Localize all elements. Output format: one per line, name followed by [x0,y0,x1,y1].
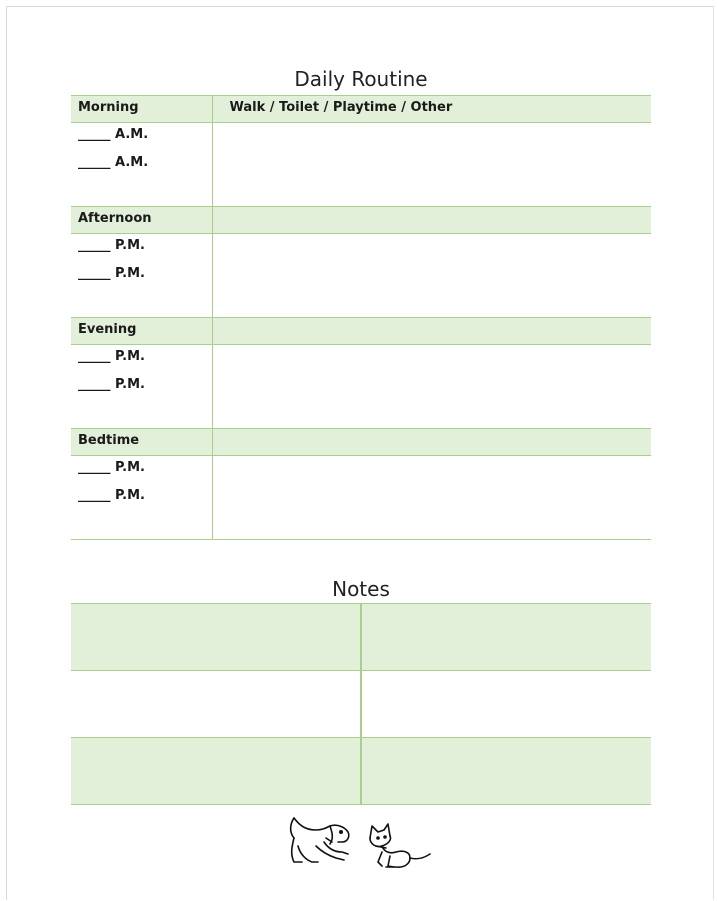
routine-header-afternoon [71,207,651,234]
time-cell [71,123,212,207]
notes-row [71,671,651,738]
activity-cell[interactable] [212,345,651,429]
notes-table [71,603,651,805]
time-slot[interactable]: _____ P.M. [78,488,145,503]
time-slot[interactable]: _____ A.M. [78,155,149,170]
time-cell [71,234,212,318]
routine-table [71,95,651,540]
routine-title: Daily Routine [294,67,428,91]
notes-cell[interactable] [71,738,361,805]
section-label-afternoon: Afternoon [71,207,212,234]
time-cell [71,345,212,429]
section-label-morning: Morning [71,96,212,123]
notes-row [71,738,651,805]
activity-cell[interactable] [212,234,651,318]
time-slot[interactable]: _____ P.M. [78,460,145,475]
notes-title: Notes [332,577,390,601]
time-slot[interactable]: _____ P.M. [78,349,145,364]
activity-header-blank [212,318,651,345]
section-label-evening: Evening [71,318,212,345]
time-slot[interactable]: _____ P.M. [78,377,145,392]
notes-row [71,604,651,671]
pets-illustration [286,812,436,872]
routine-row-morning [71,123,651,207]
time-slot[interactable]: _____ P.M. [78,266,145,281]
dog-icon [291,818,349,862]
activity-cell[interactable] [212,123,651,207]
routine-row-afternoon [71,234,651,318]
routine-header-evening [71,318,651,345]
cat-icon [370,824,430,867]
notes-cell[interactable] [71,671,361,738]
notes-cell[interactable] [361,671,651,738]
routine-row-evening [71,345,651,429]
time-cell [71,456,212,540]
notes-cell[interactable] [361,738,651,805]
activity-header-blank [212,207,651,234]
notes-cell[interactable] [361,604,651,671]
activity-cell[interactable] [212,456,651,540]
section-label-bedtime: Bedtime [71,429,212,456]
notes-cell[interactable] [71,604,361,671]
time-slot[interactable]: _____ A.M. [78,127,149,142]
time-slot[interactable]: _____ P.M. [78,238,145,253]
activity-header-blank [212,429,651,456]
routine-row-bedtime [71,456,651,540]
activity-header: Walk / Toilet / Playtime / Other [212,96,651,123]
routine-header-morning [71,96,651,123]
routine-header-bedtime [71,429,651,456]
